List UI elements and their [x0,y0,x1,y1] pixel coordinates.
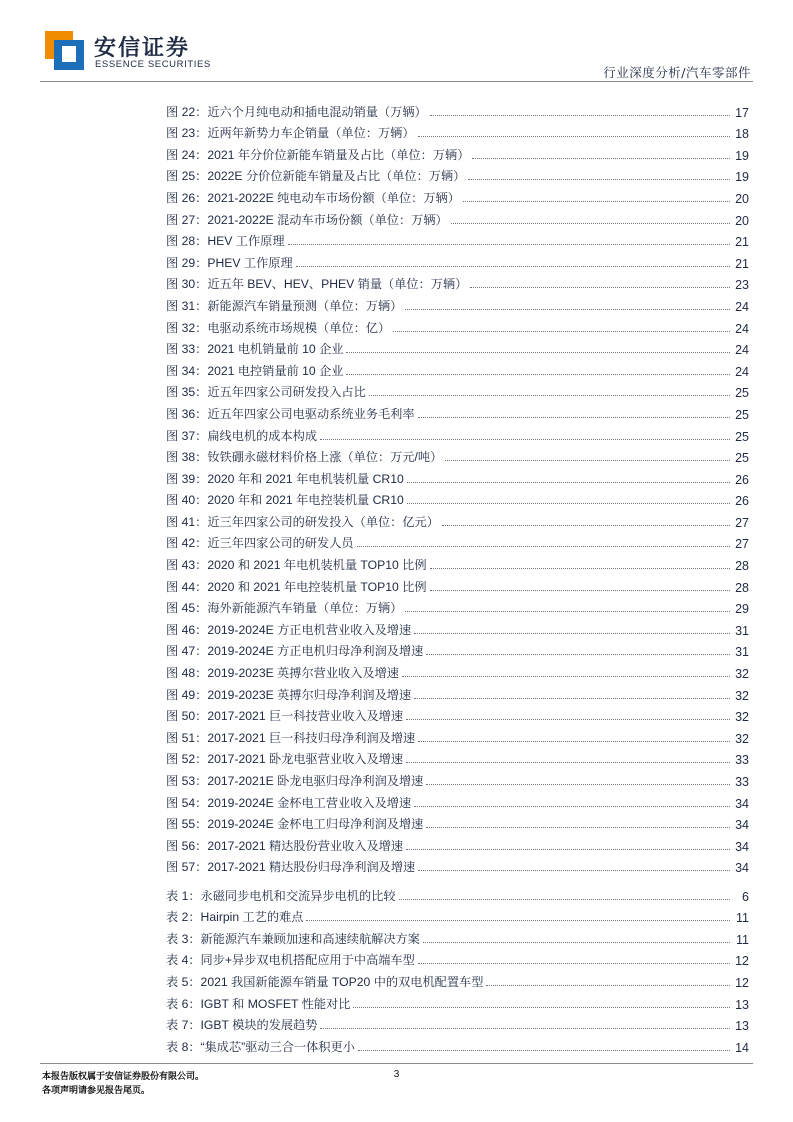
toc-entry-title: 表 4：同步+异步双电机搭配应用于中高端车型 [166,953,415,968]
figure-toc-entry[interactable] [166,681,749,703]
toc-leader-dots [402,676,730,677]
toc-leader-dots [426,827,730,828]
toc-leader-dots [430,590,730,591]
toc-leader-dots [405,611,730,612]
toc-entry-page: 29 [735,602,749,617]
figure-toc-entry[interactable] [166,271,749,293]
toc-entry-title: 图 26：2021-2022E 纯电动车市场份额（单位：万辆） [166,190,460,205]
toc-leader-dots [357,546,730,547]
toc-entry-title: 图 42：近三年四家公司的研发人员 [166,536,354,551]
toc-entry-title: 图 53：2017-2021E 卧龙电驱归母净利润及增速 [166,774,424,788]
figure-toc-entry[interactable] [166,616,749,638]
figure-list [166,98,749,875]
footer-disclaimer: 各项声明请参见报告尾页。 [42,1086,151,1096]
figure-toc-entry[interactable] [166,400,749,422]
figure-toc-entry[interactable] [166,854,749,876]
figure-toc-entry[interactable] [166,357,749,379]
toc-leader-dots [320,1028,730,1029]
toc-entry-title: 图 50：2017-2021 巨一科技营业收入及增速 [166,709,404,724]
figure-toc-entry[interactable] [166,638,749,660]
figure-toc-entry[interactable] [166,465,749,487]
figure-toc-entry[interactable] [166,379,749,401]
toc-entry-page: 24 [735,364,749,379]
toc-leader-dots [407,503,730,504]
toc-leader-dots [407,482,730,483]
toc-entry-title: 图 57：2017-2021 精达股份归母净利润及增速 [166,860,416,875]
toc-entry-page: 23 [735,278,749,293]
figure-toc-entry[interactable] [166,292,749,314]
logo-chinese-name: 安信证券 [94,36,191,61]
figure-toc-entry[interactable] [166,595,749,617]
table-toc-entry[interactable] [166,968,749,990]
toc-entry-page: 25 [735,407,749,422]
table-toc-entry[interactable] [166,947,749,969]
toc-entry-title: 图 30：近五年 BEV、HEV、PHEV 销量（单位：万辆） [166,277,468,292]
toc-entry-title: 图 51：2017-2021 巨一科技归母净利润及增速 [166,730,416,745]
toc-entry-page: 31 [735,623,749,638]
toc-leader-dots [472,158,730,159]
toc-leader-dots [369,395,730,396]
toc-entry-page: 27 [735,515,749,530]
toc-entry-title: 表 5：2021 我国新能源车销量 TOP20 中的双电机配置车型 [166,974,484,989]
table-toc-entry[interactable] [166,925,749,947]
figure-toc-entry[interactable] [166,573,749,595]
toc-entry-title: 图 28：HEV 工作原理 [166,234,285,249]
toc-leader-dots [414,806,730,807]
toc-entry-page: 21 [735,235,749,250]
toc-entry-page: 20 [735,213,749,228]
figure-toc-entry[interactable] [166,530,749,552]
figure-toc-entry[interactable] [166,811,749,833]
figure-toc-entry[interactable] [166,659,749,681]
figure-toc-entry[interactable] [166,832,749,854]
toc-entry-title: 图 52：2017-2021 卧龙电驱营业收入及增速 [166,752,404,767]
toc-entry-page: 32 [735,667,749,682]
toc-entry-title: 表 3：新能源汽车兼顾加速和高速续航解决方案 [166,931,420,946]
toc-leader-dots [353,1007,730,1008]
figure-toc-entry[interactable] [166,487,749,509]
toc-entry-title: 图 39：2020 年和 2021 年电机装机量 CR10 [166,471,404,486]
figure-toc-entry[interactable] [166,703,749,725]
figure-toc-entry[interactable] [166,767,749,789]
figure-toc-entry[interactable] [166,314,749,336]
logo-english-name: ESSENCE SECURITIES [95,59,211,70]
toc-entry-page: 31 [735,645,749,660]
toc-entry-page: 11 [736,932,749,947]
toc-leader-dots [406,762,730,763]
figure-toc-entry[interactable] [166,551,749,573]
toc-leader-dots [414,633,730,634]
toc-entry-page: 34 [735,861,749,876]
toc-leader-dots [418,741,730,742]
toc-entry-title: 图 55：2019-2024E 金杯电工归母净利润及增速 [166,817,424,832]
toc-entry-title: 图 56：2017-2021 精达股份营业收入及增速 [166,838,404,853]
toc-entry-page: 19 [735,170,749,185]
toc-leader-dots [414,698,730,699]
toc-leader-dots [426,654,730,655]
toc-entry-title: 图 47：2019-2024E 方正电机归母净利润及增速 [166,644,424,659]
toc-entry-title: 图 54：2019-2024E 金杯电工营业收入及增速 [166,795,412,810]
toc-entry-page: 24 [735,321,749,336]
table-toc-entry[interactable] [166,904,749,926]
essence-logo-icon [42,28,86,72]
table-list [166,882,749,1055]
footer-copyright: 本报告版权属于安信证券股份有限公司。 [42,1072,205,1082]
toc-entry-page: 12 [735,975,749,990]
toc-entry-title: 图 46：2019-2024E 方正电机营业收入及增速 [166,622,412,637]
figure-toc-entry[interactable] [166,444,749,466]
toc-entry-title: 表 1：永磁同步电机和交流异步电机的比较 [166,888,396,903]
toc-leader-dots [406,849,730,850]
table-toc-entry[interactable] [166,882,749,904]
toc-entry-page: 26 [735,472,749,487]
toc-entry-page: 28 [735,580,749,595]
toc-entry-page: 28 [735,559,749,574]
toc-entry-title: 图 37：扁线电机的成本构成 [166,428,318,443]
page-number: 3 [393,1069,400,1080]
toc-leader-dots [442,525,730,526]
toc-entry-page: 24 [735,343,749,358]
toc-entry-page: 34 [735,796,749,811]
toc-leader-dots [399,899,730,900]
toc-entry-page: 19 [735,148,749,163]
figure-toc-entry[interactable] [166,746,749,768]
toc-entry-page: 32 [735,731,749,746]
toc-entry-title: 图 41：近三年四家公司的研发投入（单位：亿元） [166,514,439,529]
toc-entry-title: 表 7：IGBT 模块的发展趋势 [166,1018,318,1033]
toc-leader-dots [320,439,730,440]
toc-entry-page: 21 [735,256,749,271]
toc-entry-page: 24 [735,299,749,314]
toc-entry-title: 表 2：Hairpin 工艺的难点 [166,910,304,925]
figure-toc-entry[interactable] [166,98,749,120]
footer-divider [40,1063,753,1064]
toc-entry-title: 图 29：PHEV 工作原理 [166,255,293,270]
toc-entry-page: 11 [736,911,749,926]
figure-toc-entry[interactable] [166,789,749,811]
toc-entry-title: 图 38：钕铁硼永磁材料价格上涨（单位：万元/吨） [166,450,443,465]
toc-entry-title: 图 45：海外新能源汽车销量（单位：万辆） [166,601,403,616]
toc-leader-dots [423,942,730,943]
toc-leader-dots [451,223,730,224]
toc-entry-title: 图 49：2019-2023E 英搏尔归母净利润及增速 [166,687,412,702]
figure-toc-entry[interactable] [166,724,749,746]
toc-entry-page: 33 [735,753,749,768]
toc-leader-dots [393,331,730,332]
toc-entry-page: 20 [735,191,749,206]
figure-toc-entry[interactable] [166,508,749,530]
toc-entry-page: 27 [735,537,749,552]
toc-entry-title: 图 40：2020 年和 2021 年电控装机量 CR10 [166,493,404,508]
toc-entry-page: 6 [742,889,749,904]
toc-leader-dots [430,568,730,569]
toc-leader-dots [346,352,730,353]
toc-entry-title: 图 34：2021 电控销量前 10 企业 [166,363,344,378]
toc-entry-page: 32 [735,688,749,703]
toc-entry-page: 12 [735,954,749,969]
toc-leader-dots [306,920,730,921]
figure-toc-entry[interactable] [166,336,749,358]
table-toc-entry[interactable] [166,1033,749,1055]
toc-leader-dots [418,136,730,137]
toc-entry-page: 25 [735,429,749,444]
toc-leader-dots [296,266,730,267]
toc-leader-dots [470,287,730,288]
toc-leader-dots [418,870,730,871]
toc-entry-title: 图 23：近两年新势力车企销量（单位：万辆） [166,126,415,141]
toc-entry-page: 33 [735,775,749,789]
toc-entry-title: 图 44：2020 和 2021 年电控装机量 TOP10 比例 [166,579,427,594]
toc-entry-title: 图 48：2019-2023E 英搏尔营业收入及增速 [166,666,399,681]
toc-entry-title: 图 24：2021 年分价位新能车销量及占比（单位：万辆） [166,147,470,162]
figure-toc-entry[interactable] [166,228,749,250]
table-toc-entry[interactable] [166,990,749,1012]
toc-entry-title: 图 43：2020 和 2021 年电机装机量 TOP10 比例 [166,558,427,573]
toc-entry-page: 26 [735,494,749,509]
toc-leader-dots [406,719,730,720]
toc-leader-dots [463,201,730,202]
toc-entry-page: 25 [735,451,749,466]
toc-leader-dots [346,374,730,375]
toc-entry-title: 图 31：新能源汽车销量预测（单位：万辆） [166,298,403,313]
toc-leader-dots [430,115,730,116]
header-divider [40,81,753,82]
toc-entry-title: 图 22：近六个月纯电动和插电混动销量（万辆） [166,104,427,119]
toc-leader-dots [418,963,730,964]
figure-toc-entry[interactable] [166,163,749,185]
toc-entry-title: 图 25：2022E 分价位新能车销量及占比（单位：万辆） [166,169,466,184]
figure-toc-entry[interactable] [166,141,749,163]
toc-entry-page: 34 [735,818,749,833]
toc-leader-dots [468,179,730,180]
figure-toc-entry[interactable] [166,184,749,206]
toc-entry-page: 25 [735,386,749,401]
toc-leader-dots [486,985,730,986]
toc-entry-page: 34 [735,839,749,854]
figure-toc-entry[interactable] [166,120,749,142]
figure-toc-entry[interactable] [166,422,749,444]
table-toc-entry[interactable] [166,1012,749,1034]
toc-leader-dots [288,244,730,245]
toc-entry-page: 14 [735,1040,749,1055]
report-type: 行业深度分析/汽车零部件 [603,65,751,80]
toc-entry-title: 图 36：近五年四家公司电驱动系统业务毛利率 [166,406,415,421]
toc-entry-page: 13 [735,997,749,1012]
toc-entry-title: 图 27：2021-2022E 混动车市场份额（单位：万辆） [166,212,448,227]
toc-entry-page: 17 [735,105,749,120]
toc-entry-page: 18 [735,127,749,142]
toc-leader-dots [418,417,730,418]
toc-entry-title: 图 35：近五年四家公司研发投入占比 [166,385,366,400]
toc-leader-dots [358,1050,730,1051]
toc-leader-dots [426,784,730,785]
toc-entry-page: 13 [735,1019,749,1034]
figure-toc-entry[interactable] [166,206,749,228]
toc-entry-title: 表 6：IGBT 和 MOSFET 性能对比 [166,996,351,1011]
toc-entry-title: 图 32：电驱动系统市场规模（单位：亿） [166,320,391,335]
toc-entry-title: 表 8：“集成芯”驱动三合一体积更小 [166,1039,355,1054]
figure-toc-entry[interactable] [166,249,749,271]
toc-leader-dots [445,460,730,461]
toc-entry-page: 32 [735,710,749,725]
toc-entry-title: 图 33：2021 电机销量前 10 企业 [166,342,344,357]
toc-leader-dots [405,309,730,310]
